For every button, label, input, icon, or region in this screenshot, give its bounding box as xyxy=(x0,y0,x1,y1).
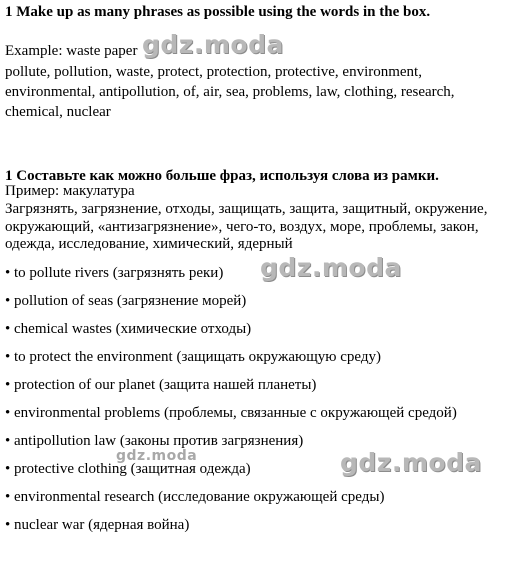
english-task-heading: 1 Make up as many phrases as possible using the words in the box. xyxy=(5,4,431,20)
bullet-icon: • xyxy=(5,377,11,393)
phrase-text: to protect the environment (защищать окружающую среду) xyxy=(14,349,381,365)
bullet-icon: • xyxy=(5,265,11,281)
bullet-icon: • xyxy=(5,293,11,309)
russian-example: Пример: макулатура xyxy=(5,183,135,199)
bullet-icon: • xyxy=(5,405,11,421)
phrase-text: environmental research (исследование окружающей среды) xyxy=(14,489,385,505)
phrase-text: antipollution law (законы против загрязнения) xyxy=(14,433,304,449)
bullet-icon: • xyxy=(5,489,11,505)
phrase-text: chemical wastes (химические отходы) xyxy=(14,321,252,337)
phrase-text: environmental problems (проблемы, связанные с окружающей средой) xyxy=(14,405,457,421)
bullet-icon: • xyxy=(5,433,11,449)
list-item xyxy=(5,375,457,403)
watermark-logo: gdz.moda xyxy=(116,448,198,464)
phrase-text: pollution of seas (загрязнение морей) xyxy=(14,293,247,309)
phrase-list xyxy=(5,263,457,543)
phrase-text: nuclear war (ядерная война) xyxy=(14,517,190,533)
list-item xyxy=(5,291,457,319)
bullet-icon: • xyxy=(5,349,11,365)
russian-word-box: Загрязнять, загрязнение, отходы, защищать, защита, защитный, окружение, окружающий, «антизагрязнение», чего-то, воздух, море, проблемы, закон, одежда, исследование, химический, ядерный xyxy=(5,201,488,252)
watermark-logo: gdz.moda xyxy=(142,30,284,59)
bullet-icon: • xyxy=(5,321,11,337)
russian-task-heading: 1 Составьте как можно больше фраз, используя слова из рамки. xyxy=(5,168,439,184)
list-item xyxy=(5,319,457,347)
bullet-icon: • xyxy=(5,461,11,477)
watermark-logo: gdz.moda xyxy=(340,448,482,477)
bullet-icon: • xyxy=(5,517,11,533)
list-item xyxy=(5,487,457,515)
list-item xyxy=(5,403,457,431)
list-item xyxy=(5,515,457,543)
watermark-logo: gdz.moda xyxy=(260,253,402,282)
english-example: Example: waste paper xyxy=(5,43,138,59)
list-item xyxy=(5,347,457,375)
phrase-text: protective clothing (защитная одежда) xyxy=(14,461,251,477)
phrase-text: to pollute rivers (загрязнять реки) xyxy=(14,265,224,281)
phrase-text: protection of our planet (защита нашей планеты) xyxy=(14,377,317,393)
english-word-box: pollute, pollution, waste, protect, protection, protective, environment, environmental, antipollution, of, air, sea, problems, law, clothing, research, chemical, nuclear xyxy=(5,64,455,120)
